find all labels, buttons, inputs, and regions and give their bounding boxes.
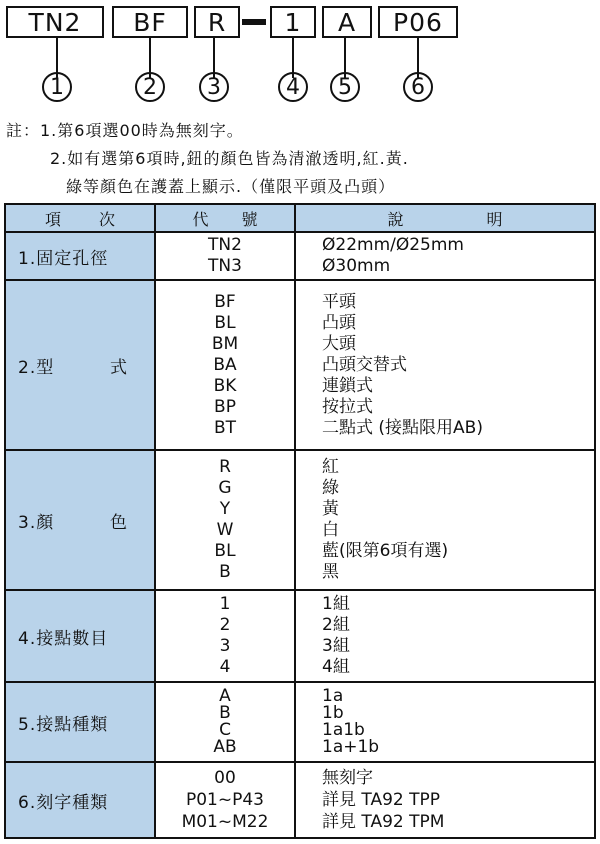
item-cell: 1.固定孔徑: [5, 232, 155, 280]
code-cell: BF BL BM BA BK BP BT: [155, 280, 295, 450]
circle-number-2: 2: [135, 72, 165, 102]
code-box-1: TN2: [6, 6, 104, 38]
description-cell: 1組 2組 3組 4組: [295, 590, 595, 682]
table-row: [5, 682, 595, 762]
note-line-2: 2.如有選第6項時,鈕的顏色皆為清澈透明,紅.黃.: [50, 149, 409, 168]
note-line-3: 綠等顏色在護蓋上顯示.（僅限平頭及凸頭）: [66, 177, 396, 196]
code-box-2: BF: [112, 6, 188, 38]
code-cell: 00 P01~P43 M01~M22: [155, 762, 295, 838]
header-item: 項 次: [5, 204, 155, 232]
table-row: [5, 762, 595, 838]
spec-table: [4, 203, 596, 839]
item-cell: 2.型 式: [5, 280, 155, 450]
code-box-4: 1: [270, 6, 316, 38]
model-code: [6, 6, 466, 40]
description-cell: 紅 綠 黃 白 藍(限第6項有選) 黑: [295, 450, 595, 590]
circle-number-6: 6: [403, 72, 433, 102]
code-dash: [242, 19, 266, 25]
description-cell: 平頭 凸頭 大頭 凸頭交替式 連鎖式 按拉式 二點式 (接點限用AB): [295, 280, 595, 450]
circle-number-1: 1: [42, 72, 72, 102]
code-cell: R G Y W BL B: [155, 450, 295, 590]
code-cell: TN2 TN3: [155, 232, 295, 280]
item-cell: 6.刻字種類: [5, 762, 155, 838]
description-cell: 1a 1b 1a1b 1a+1b: [295, 682, 595, 762]
table-row: [5, 280, 595, 450]
code-cell: 1 2 3 4: [155, 590, 295, 682]
circle-number-3: 3: [199, 72, 229, 102]
table-row: [5, 590, 595, 682]
circle-number-4: 4: [278, 72, 308, 102]
code-box-5: A: [322, 6, 372, 38]
code-cell: A B C AB: [155, 682, 295, 762]
header-description: 說 明: [295, 204, 595, 232]
table-row: [5, 232, 595, 280]
table-row: [5, 450, 595, 590]
item-cell: 5.接點種類: [5, 682, 155, 762]
header-code: 代 號: [155, 204, 295, 232]
item-cell: 3.顏 色: [5, 450, 155, 590]
circle-number-5: 5: [330, 72, 360, 102]
code-box-3: R: [194, 6, 240, 38]
item-cell: 4.接點數目: [5, 590, 155, 682]
code-box-6: P06: [378, 6, 458, 38]
description-cell: 無刻字 詳見 TA92 TPP 詳見 TA92 TPM: [295, 762, 595, 838]
note-line-1: 註：1.第6項選00時為無刻字。: [6, 121, 244, 140]
table-header-row: [5, 204, 595, 232]
description-cell: Ø22mm/Ø25mm Ø30mm: [295, 232, 595, 280]
